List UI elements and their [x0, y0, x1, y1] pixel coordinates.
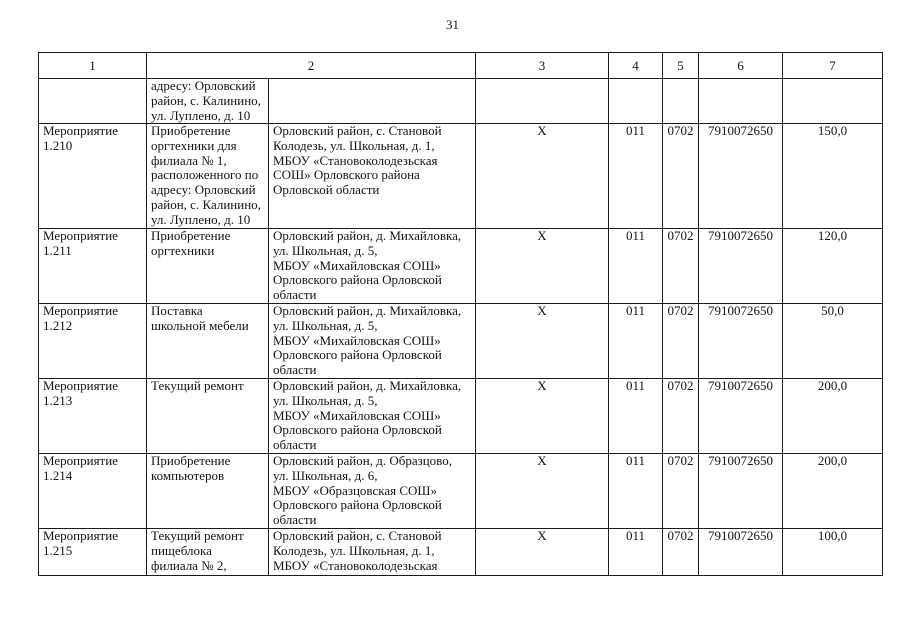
cell-col-3: Х [476, 529, 608, 575]
cell-col-3: Х [476, 379, 608, 453]
cell-col-2-address: Орловский район, д. Михайловка, ул. Школьная, д. 5, МБОУ «Михайловская СОШ» Орловского района Орловской области [269, 379, 475, 453]
header-cell-4: 4 [609, 53, 662, 78]
cell-col-3: Х [476, 124, 608, 228]
cell-col-3 [476, 79, 608, 123]
cell-col-5: 0702 [663, 229, 698, 303]
header-cell-1: 1 [39, 53, 146, 78]
cell-col-6: 7910072650 [699, 229, 782, 303]
cell-col-5 [663, 79, 698, 123]
cell-col-2-address: Орловский район, д. Михайловка, ул. Школьная, д. 5, МБОУ «Михайловская СОШ» Орловского района Орловской области [269, 304, 475, 378]
cell-col-6: 7910072650 [699, 379, 782, 453]
cell-col-3: Х [476, 304, 608, 378]
cell-col-4 [609, 79, 662, 123]
cell-col-2-address: Орловский район, с. Становой Колодезь, ул. Школьная, д. 1, МБОУ «Становоколодезьская СОШ» Орловского района Орловской области [269, 124, 475, 228]
cell-col-7: 200,0 [783, 379, 882, 453]
header-cell-7: 7 [783, 53, 882, 78]
cell-col-6: 7910072650 [699, 454, 782, 528]
cell-col-6 [699, 79, 782, 123]
header-cell-3: 3 [476, 53, 608, 78]
page-number: 31 [446, 17, 459, 32]
cell-col-7 [783, 79, 882, 123]
cell-col-7: 100,0 [783, 529, 882, 575]
cell-col-5: 0702 [663, 379, 698, 453]
cell-col-5: 0702 [663, 454, 698, 528]
cell-col-2-address: Орловский район, д. Образцово, ул. Школьная, д. 6, МБОУ «Образцовская СОШ» Орловского района Орловской области [269, 454, 475, 528]
cell-col-1: Мероприятие 1.214 [39, 454, 146, 528]
cell-col-2-name: Поставка школьной мебели [147, 304, 268, 378]
cell-col-4: 011 [609, 229, 662, 303]
cell-col-1: Мероприятие 1.213 [39, 379, 146, 453]
cell-col-4: 011 [609, 304, 662, 378]
cell-col-4: 011 [609, 124, 662, 228]
cell-col-6: 7910072650 [699, 304, 782, 378]
cell-col-2-address: Орловский район, д. Михайловка, ул. Школьная, д. 5, МБОУ «Михайловская СОШ» Орловского района Орловской области [269, 229, 475, 303]
cell-col-5: 0702 [663, 124, 698, 228]
header-cell-6: 6 [699, 53, 782, 78]
cell-col-7: 200,0 [783, 454, 882, 528]
cell-col-4: 011 [609, 529, 662, 575]
cell-col-5: 0702 [663, 304, 698, 378]
cell-col-4: 011 [609, 379, 662, 453]
header-cell-5: 5 [663, 53, 698, 78]
cell-col-5: 0702 [663, 529, 698, 575]
cell-col-3: Х [476, 229, 608, 303]
cell-col-6: 7910072650 [699, 529, 782, 575]
cell-col-2-name: Текущий ремонт пищеблока филиала № 2, [147, 529, 268, 575]
cell-col-2-name: адресу: Орловский район, с. Калинино, ул. Луплено, д. 10 [147, 79, 268, 123]
cell-col-1: Мероприятие 1.211 [39, 229, 146, 303]
cell-col-1: Мероприятие 1.210 [39, 124, 146, 228]
cell-col-7: 50,0 [783, 304, 882, 378]
cell-col-1: Мероприятие 1.212 [39, 304, 146, 378]
cell-col-2-name: Приобретение оргтехники для филиала № 1, расположенного по адресу: Орловский район, с. Калинино, ул. Луплено, д. 10 [147, 124, 268, 228]
cell-col-2-address [269, 79, 475, 123]
cell-col-3: Х [476, 454, 608, 528]
cell-col-2-name: Текущий ремонт [147, 379, 268, 453]
cell-col-2-address: Орловский район, с. Становой Колодезь, ул. Школьная, д. 1, МБОУ «Становоколодезьская [269, 529, 475, 575]
cell-col-7: 150,0 [783, 124, 882, 228]
cell-col-2-name: Приобретение оргтехники [147, 229, 268, 303]
cell-col-1 [39, 79, 146, 123]
cell-col-1: Мероприятие 1.215 [39, 529, 146, 575]
header-cell-2: 2 [147, 53, 475, 78]
cell-col-2-name: Приобретение компьютеров [147, 454, 268, 528]
cell-col-7: 120,0 [783, 229, 882, 303]
cell-col-6: 7910072650 [699, 124, 782, 228]
cell-col-4: 011 [609, 454, 662, 528]
data-table [38, 52, 883, 576]
